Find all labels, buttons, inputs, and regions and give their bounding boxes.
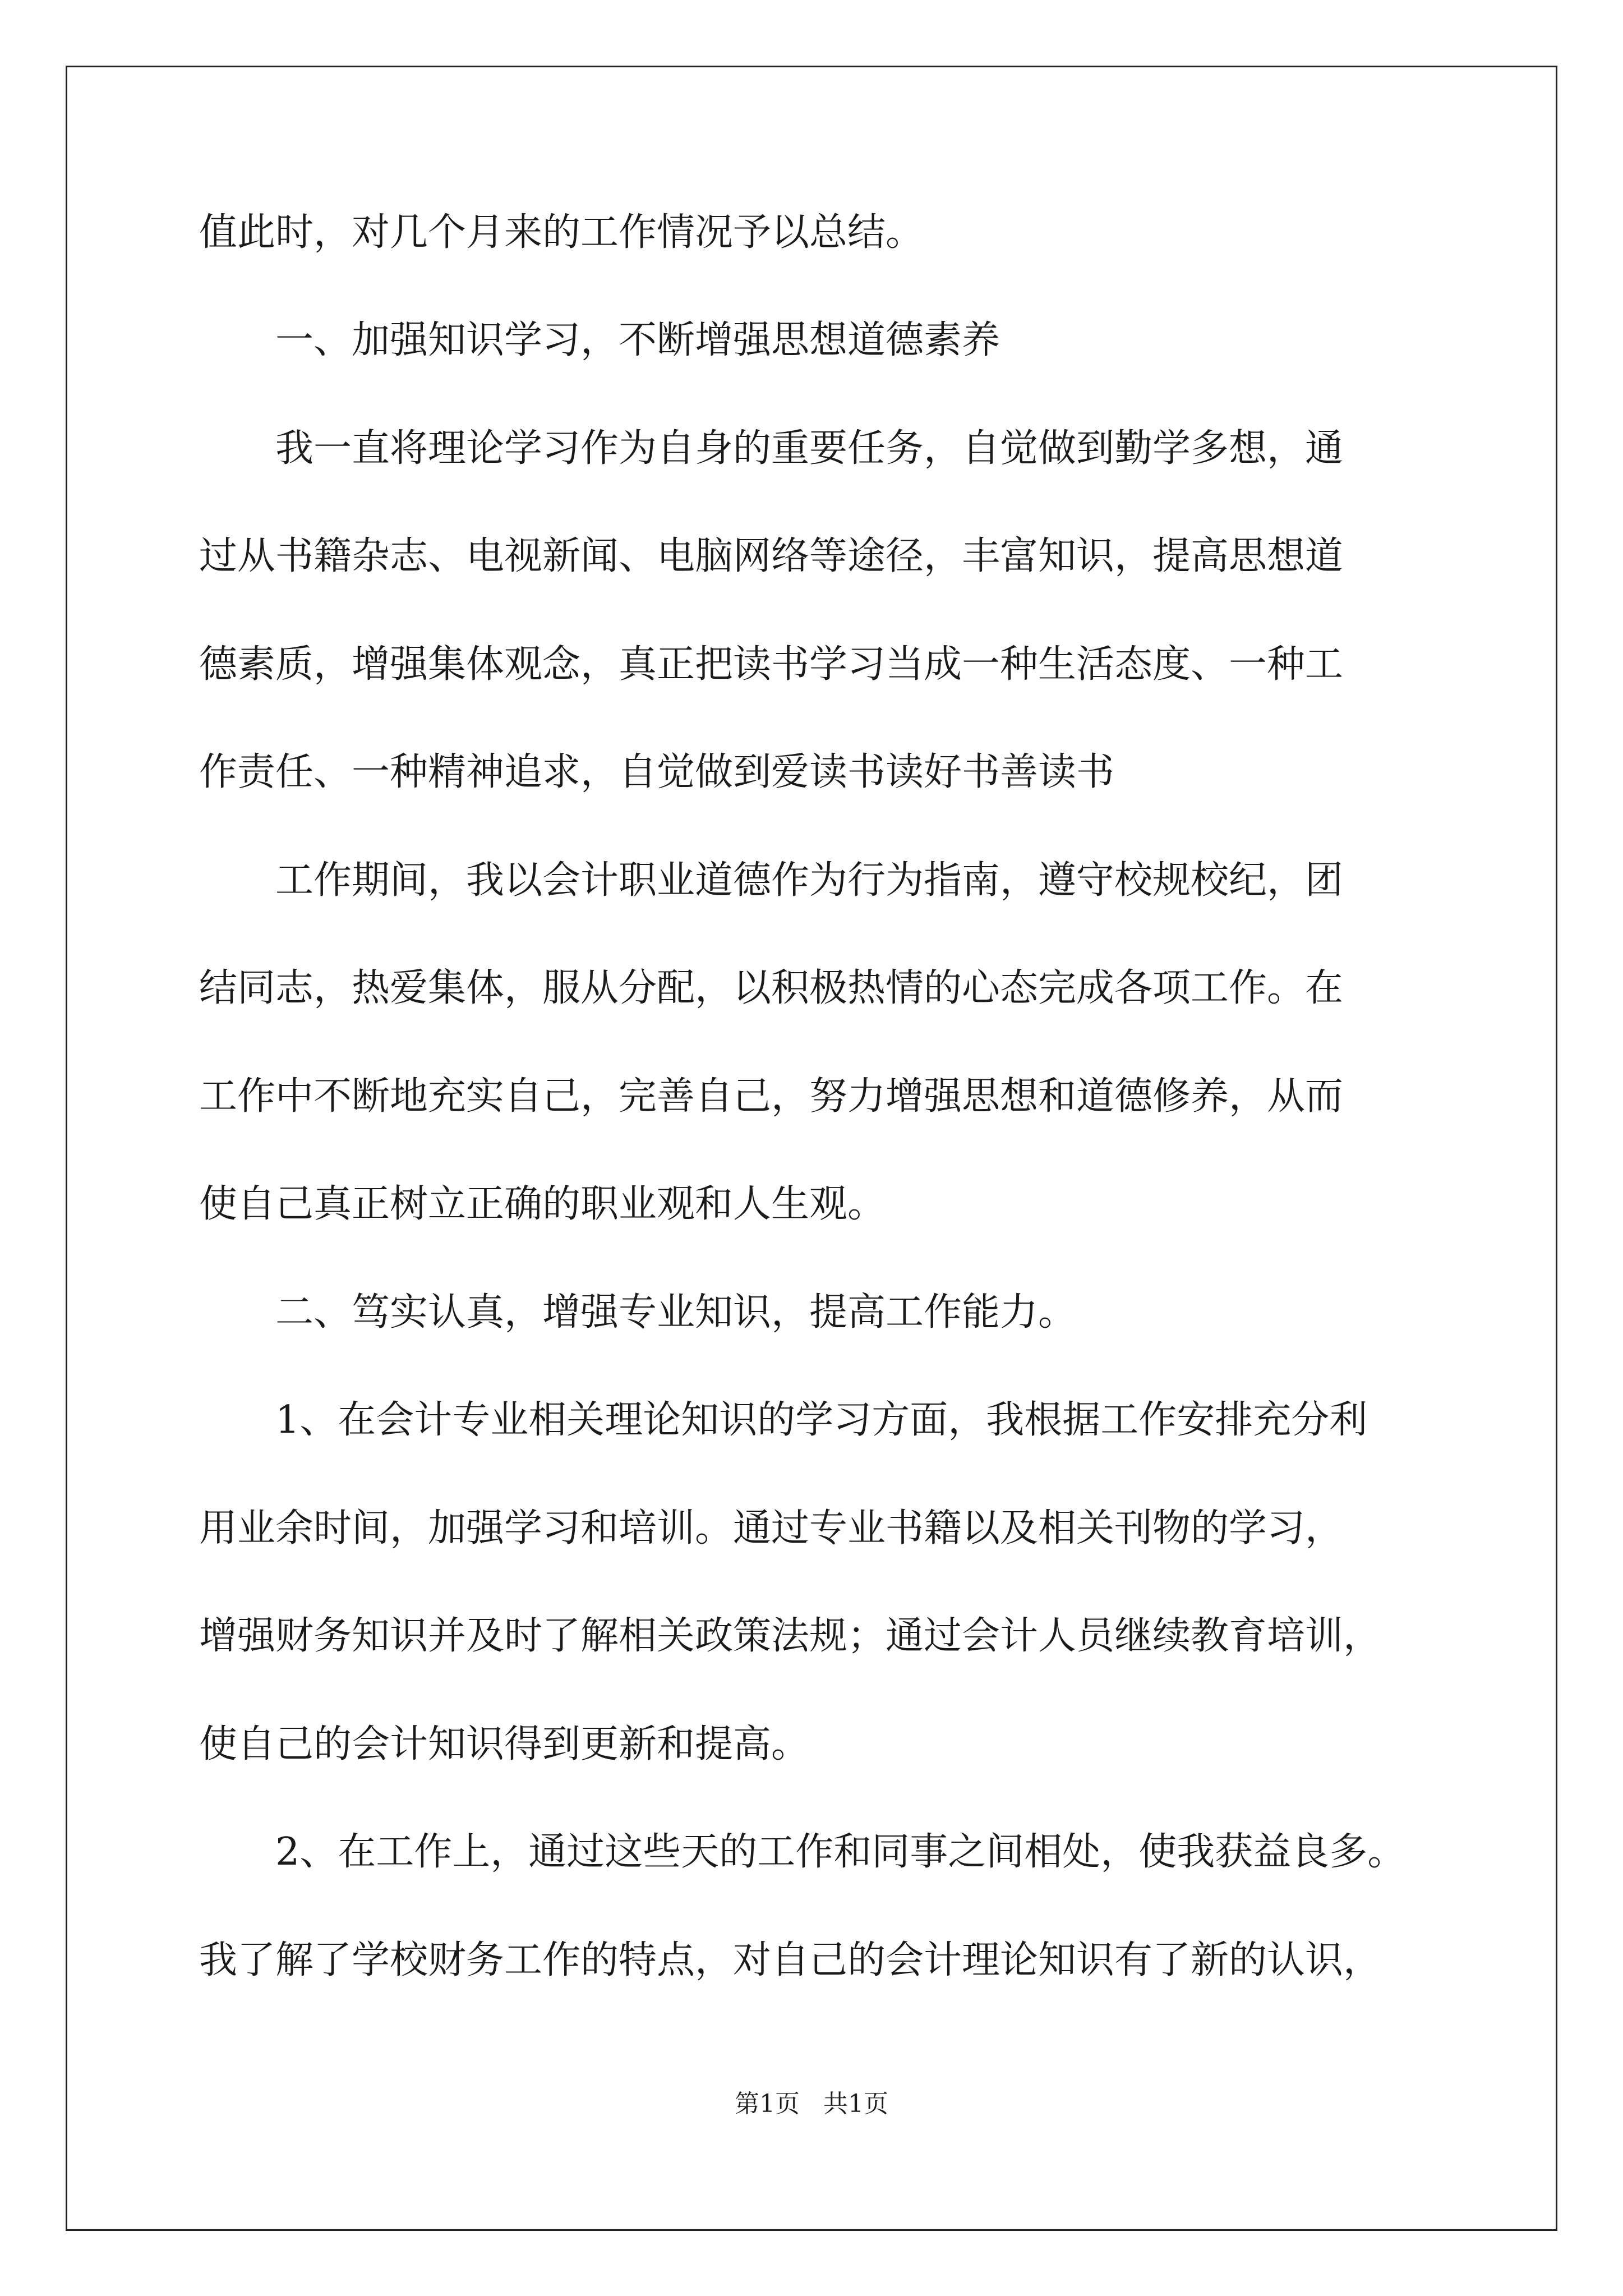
section-heading: 二、笃实认真，增强专业知识，提高工作能力。 [275,1290,1077,1335]
text-line: 我一直将理论学习作为自身的重要任务，自觉做到勤学多想，通 [275,426,1344,471]
text-line: 工作中不断地充实自己，完善自己，努力增强思想和道德修养，从而 [199,1074,1344,1119]
text-line: 使自己真正树立正确的职业观和人生观。 [199,1182,886,1226]
text-line: 使自己的会计知识得到更新和提高。 [199,1722,810,1766]
text-line: 我了解了学校财务工作的特点，对自己的会计理论知识有了新的认识， [199,1938,1382,1982]
text-line: 工作期间，我以会计职业道德作为行为指南，遵守校规校纪，团 [275,858,1344,903]
section-heading: 一、加强知识学习，不断增强思想道德素养 [275,318,1000,362]
page-footer: 第1页 共1页 [735,2090,888,2118]
text-line: 2、在工作上，通过这些天的工作和同事之间相处，使我获益良多。 [275,1830,1406,1874]
text-line: 德素质，增强集体观念，真正把读书学习当成一种生活态度、一种工 [199,642,1344,687]
text-line: 用业余时间，加强学习和培训。通过专业书籍以及相关刊物的学习， [199,1506,1344,1550]
page-border [66,66,1557,2231]
text-line: 结同志，热爱集体，服从分配，以积极热情的心态完成各项工作。在 [199,966,1344,1010]
text-line: 作责任、一种精神追求，自觉做到爱读书读好书善读书 [199,750,1115,794]
text-line: 过从书籍杂志、电视新闻、电脑网络等途径，丰富知识，提高思想道 [199,534,1344,578]
text-line: 值此时，对几个月来的工作情况予以总结。 [199,210,924,255]
text-line: 1、在会计专业相关理论知识的学习方面，我根据工作安排充分利 [275,1398,1368,1442]
text-line: 增强财务知识并及时了解相关政策法规；通过会计人员继续教育培训， [199,1614,1382,1658]
